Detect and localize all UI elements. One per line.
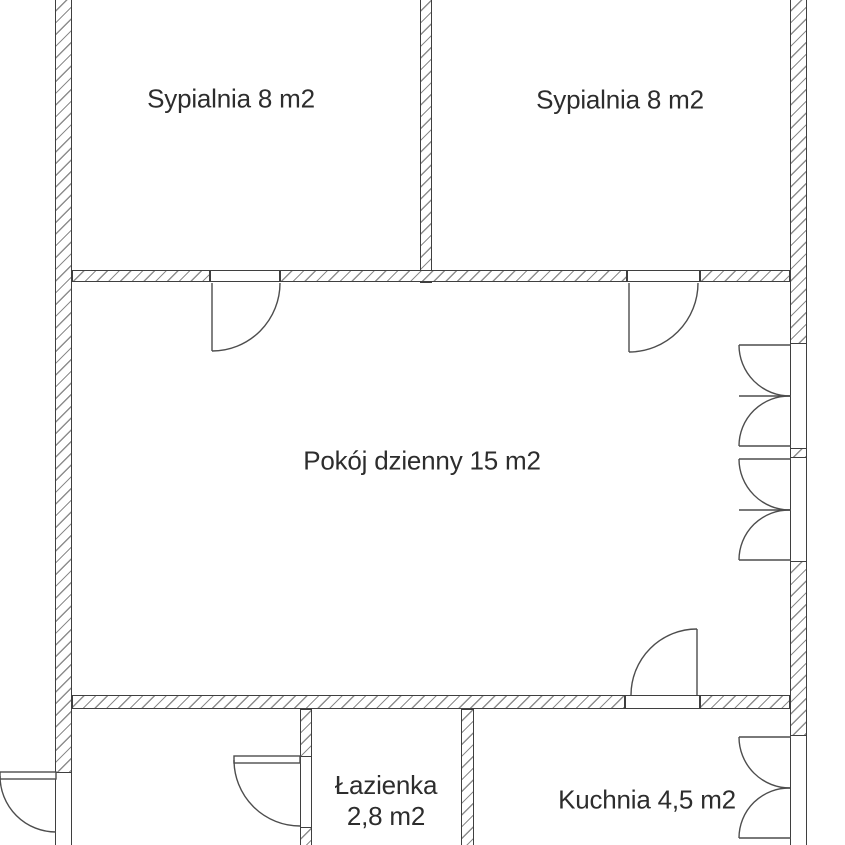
wall-bedrooms-bottom-left [72, 270, 210, 282]
wall-window-mullion [790, 448, 807, 458]
living-window-bottom [739, 459, 791, 560]
wall-bathroom-right [461, 709, 474, 845]
room-label-kitchen: Kuchnia 4,5 m2 [558, 784, 736, 815]
bathroom-door [234, 756, 300, 826]
wall-living-bottom-right [700, 695, 790, 709]
door-swing-arc [234, 760, 300, 826]
room-label-bedroom-right: Sypialnia 8 m2 [536, 84, 704, 115]
room-label-living-room: Pokój dzienny 15 m2 [303, 445, 541, 476]
living-window-opening-top [790, 344, 807, 448]
door-leaf [0, 772, 56, 779]
kitchen-door [631, 629, 697, 695]
window-swing-arc [739, 510, 790, 560]
wall-bedrooms-bottom-right [700, 270, 790, 282]
wall-bathroom-left-lower [300, 827, 312, 845]
door-swing-arc [629, 283, 698, 352]
room-label-bathroom-line2: 2,8 m2 [346, 801, 426, 831]
bedroom-left-door-threshold [210, 270, 280, 282]
bedroom-left-door [212, 283, 280, 351]
entrance-door [0, 772, 56, 832]
bedroom-right-door-threshold [627, 270, 700, 282]
window-swing-arc [739, 396, 790, 446]
wall-bathroom-left-upper [300, 709, 312, 757]
room-label-bathroom-line1: Łazienka [334, 770, 438, 800]
kitchen-window-opening [790, 736, 807, 845]
door-swing-arc [631, 629, 697, 695]
wall-bedroom-divider [420, 0, 432, 283]
wall-bedrooms-bottom-mid [280, 270, 627, 282]
room-label-bathroom [335, 770, 437, 832]
window-swing-arc [739, 788, 790, 838]
living-window-top [739, 345, 791, 446]
door-leaf [234, 756, 300, 763]
wall-right-outer-upper [790, 0, 807, 344]
window-swing-arc [739, 345, 790, 396]
kitchen-window [739, 737, 791, 838]
living-window-opening-bottom [790, 458, 807, 561]
bathroom-door-opening [300, 757, 312, 827]
window-swing-arc [739, 737, 790, 788]
room-label-bedroom-left: Sypialnia 8 m2 [147, 83, 315, 114]
wall-left-outer [55, 0, 72, 773]
door-swing-arc [0, 776, 56, 832]
wall-living-bottom-left [72, 695, 625, 709]
entrance-door-opening [55, 773, 72, 845]
window-swing-arc [739, 459, 790, 510]
kitchen-door-threshold [625, 695, 700, 709]
wall-right-outer-middle [790, 561, 807, 736]
bedroom-right-door [629, 283, 698, 352]
door-swing-arc [212, 283, 280, 351]
